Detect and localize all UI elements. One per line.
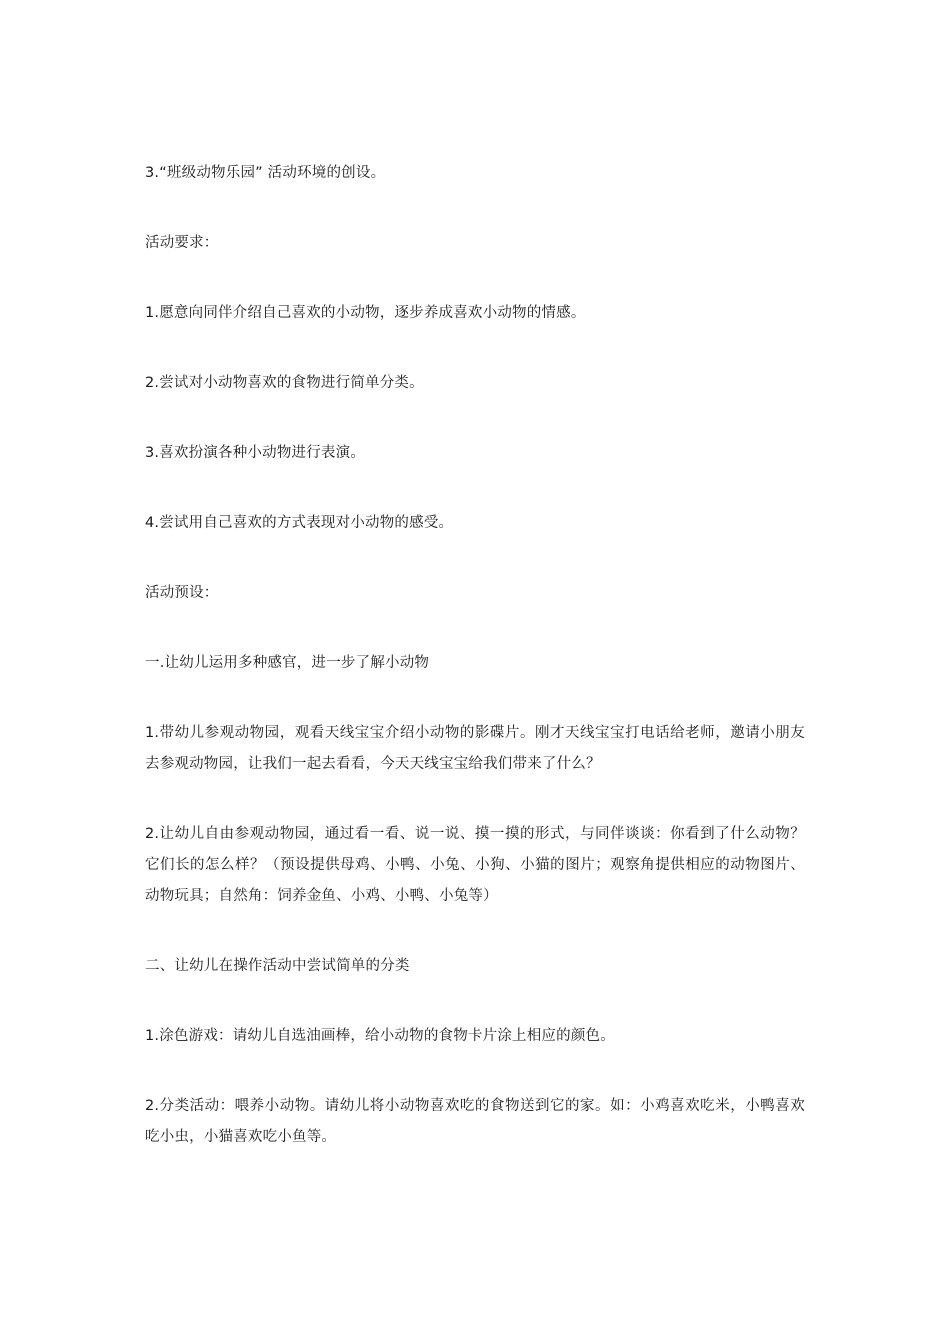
plan-item-1-2: 2.让幼儿自由参观动物园，通过看一看、说一说、摸一摸的形式，与同伴谈谈：你看到了什么动物？它们长的怎么样？（预设提供母鸡、小鸭、小兔、小狗、小猫的图片；观察角提供相应的动物图片、动物玩具；自然角：饲养金鱼、小鸡、小鸭、小兔等） (145, 826, 805, 904)
heading-activity-requirements: 活动要求： (145, 235, 219, 251)
plan-item-1-1: 1.带幼儿参观动物园，观看天线宝宝介绍小动物的影碟片。刚才天线宝宝打电话给老师，邀请小朋友去参观动物园，让我们一起去看看，今天天线宝宝给我们带来了什么？ (145, 725, 805, 772)
section-heading-2: 二、让幼儿在操作活动中尝试简单的分类 (145, 958, 410, 974)
heading-activity-plan: 活动预设： (145, 585, 219, 601)
plan-item-2-2: 2.分类活动：喂养小动物。请幼儿将小动物喜欢吃的食物送到它的家。如：小鸡喜欢吃米，小鸭喜欢吃小虫，小猫喜欢吃小鱼等。 (145, 1098, 805, 1145)
plan-item-2-1: 1.涂色游戏：请幼儿自选油画棒，给小动物的食物卡片涂上相应的颜色。 (145, 1028, 615, 1044)
requirement-item-4: 4.尝试用自己喜欢的方式表现对小动物的感受。 (145, 515, 454, 531)
requirement-item-1: 1.愿意向同伴介绍自己喜欢的小动物，逐步养成喜欢小动物的情感。 (145, 305, 586, 321)
requirement-item-2: 2.尝试对小动物喜欢的食物进行简单分类。 (145, 375, 424, 391)
paragraph-environment: 3.“班级动物乐园” 活动环境的创设。 (145, 165, 386, 181)
section-heading-1: 一.让幼儿运用多种感官，进一步了解小动物 (145, 655, 430, 671)
document-body (145, 158, 805, 1192)
requirement-item-3: 3.喜欢扮演各种小动物进行表演。 (145, 445, 366, 461)
